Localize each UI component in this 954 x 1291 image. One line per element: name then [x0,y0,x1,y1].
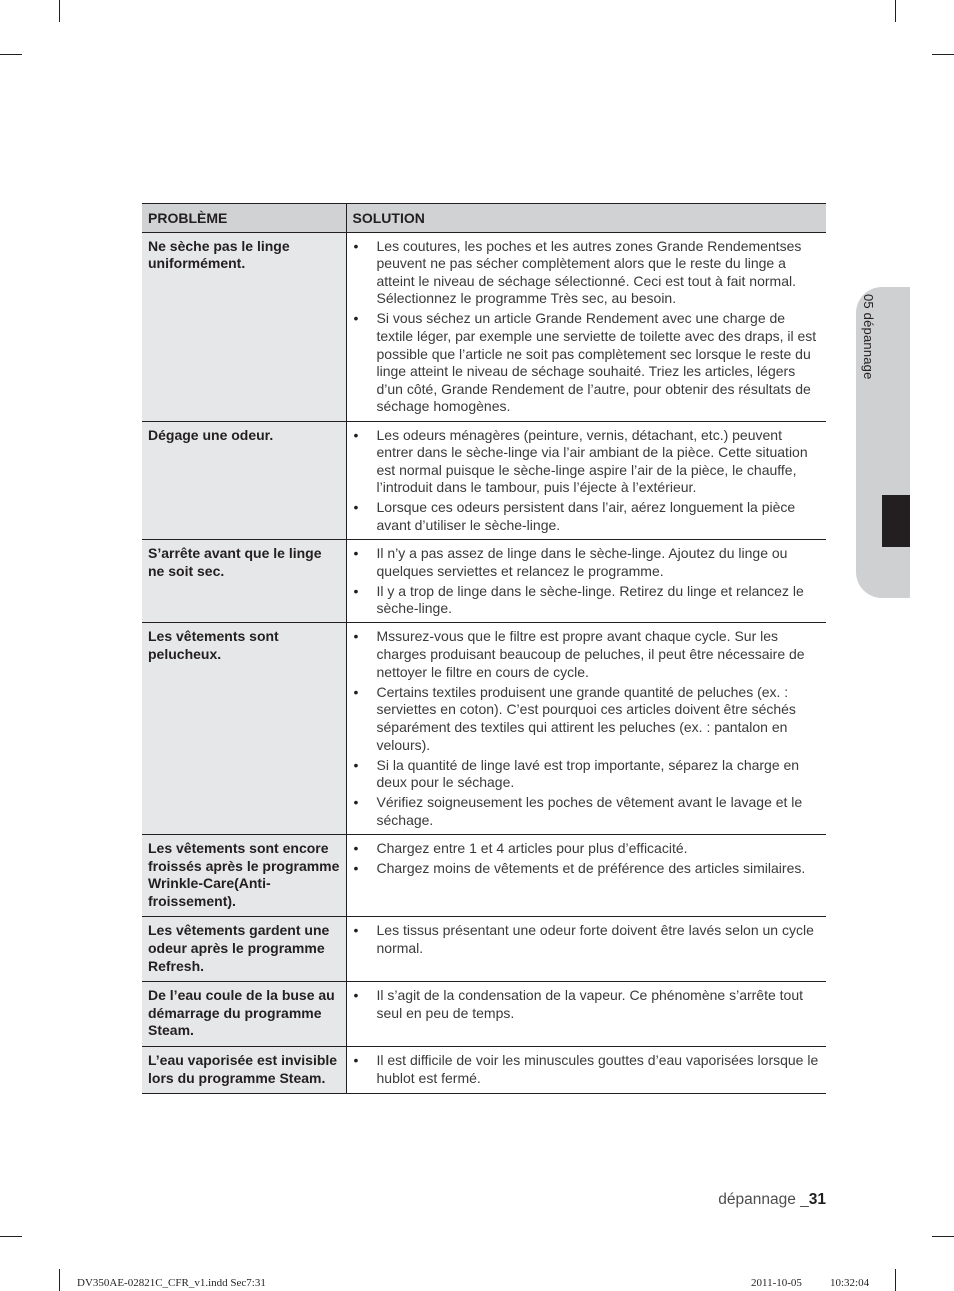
solution-item: • Il est difficile de voir les minuscules gouttes d’eau vaporisées lorsque le hublot est fermé. [353,1052,821,1087]
file-slug: DV350AE-02821C_CFR_v1.indd Sec7:31 [77,1277,266,1289]
page-footer-label [718,1191,826,1209]
table-row [142,982,826,1047]
solution-list [353,427,821,535]
solution-item: • Les tissus présentant une odeur forte doivent être lavés selon un cycle normal. [353,922,821,957]
solution-item: • Il n’y a pas assez de linge dans le sèche-linge. Ajoutez du linge ou quelques serviettes et relancez le programme. [353,545,821,580]
problem-cell: De l’eau coule de la buse au démarrage du programme Steam. [142,982,346,1047]
page-number: 31 [808,1191,826,1208]
solution-item: • Chargez moins de vêtements et de préférence des articles similaires. [353,860,821,878]
crop-mark [59,0,60,22]
solution-list [353,238,821,416]
header-probleme: PROBLÈME [142,204,346,233]
table-row [142,421,826,540]
crop-mark [932,1236,954,1237]
crop-mark [895,0,896,22]
table-row [142,540,826,623]
solution-item: • Les odeurs ménagères (peinture, vernis, détachant, etc.) peuvent entrer dans le sèche-linge via l’air ambiant de la pièce. Cette situation est normal puisque le sèche-linge aspire l’air de la pièce, le chauffe, l’introduit dans le tambour, puis l’éjecte à l’extérieur. [353,427,821,497]
table-header-row [142,204,826,233]
problem-cell: Les vêtements sont encore froissés après le programme Wrinkle-Care(Anti-froissement). [142,835,346,917]
solution-list [353,987,821,1022]
solution-item: • Il y a trop de linge dans le sèche-linge. Retirez du linge et relancez le sèche-linge. [353,583,821,618]
solution-cell [346,1046,826,1093]
table-row [142,917,826,982]
table-row [142,623,826,835]
troubleshooting-table [142,203,826,1094]
table-row [142,835,826,917]
chapter-tab-marker [882,495,910,547]
solution-item: • Si vous séchez un article Grande Rendement avec une charge de textile léger, par exemple une serviette de toilette avec des draps, il est possible que l’article ne soit pas complètement sec lorsque le reste du linge atteint le niveau de séchage souhaité. Triez les articles, légers d’un côté, Grande Rendement de l’autre, pour obtenir des résultats de séchage homogènes. [353,310,821,416]
solution-cell [346,540,826,623]
table-row [142,232,826,421]
solution-list [353,545,821,618]
problem-cell: Les vêtements sont pelucheux. [142,623,346,835]
solution-item: • Vérifiez soigneusement les poches de vêtement avant le lavage et le séchage. [353,794,821,829]
solution-cell [346,421,826,540]
section-name: dépannage _ [718,1191,809,1208]
problem-cell: L’eau vaporisée est invisible lors du programme Steam. [142,1046,346,1093]
solution-item: • Lorsque ces odeurs persistent dans l’air, aérez longuement la pièce avant d’utiliser le sèche-linge. [353,499,821,534]
table-body [142,232,826,1094]
problem-cell: Dégage une odeur. [142,421,346,540]
solution-cell [346,623,826,835]
solution-list [353,628,821,829]
problem-cell: S’arrête avant que le linge ne soit sec. [142,540,346,623]
problem-cell: Les vêtements gardent une odeur après le programme Refresh. [142,917,346,982]
crop-mark [932,54,954,55]
crop-mark [895,1269,896,1291]
crop-mark [0,1236,22,1237]
table-row [142,1046,826,1093]
chapter-tab-label: 05 dépannage [861,294,876,380]
header-solution: SOLUTION [346,204,826,233]
crop-mark [0,54,22,55]
solution-cell [346,917,826,982]
solution-list [353,1052,821,1087]
solution-list [353,922,821,957]
solution-item: • Si la quantité de linge lavé est trop importante, séparez la charge en deux pour le séchage. [353,757,821,792]
solution-cell [346,982,826,1047]
solution-item: • Chargez entre 1 et 4 articles pour plus d’efficacité. [353,840,821,858]
print-date: 2011-10-05 [751,1277,802,1289]
crop-mark [59,1269,60,1291]
solution-item: • Certains textiles produisent une grande quantité de peluches (ex. : serviettes en coton). C’est pourquoi ces articles doivent être séchés séparément des textiles qui attirent les peluches (ex. : pantalon en velours). [353,684,821,754]
solution-item: • Il s’agit de la condensation de la vapeur. Ce phénomène s’arrête tout seul en peu de temps. [353,987,821,1022]
solution-item: • Les coutures, les poches et les autres zones Grande Rendementses peuvent ne pas sécher complètement alors que le reste du linge a atteint le niveau de séchage sélectionné. Ceci est tout à fait normal. Sélectionnez le programme Très sec, au besoin. [353,238,821,308]
solution-cell [346,835,826,917]
solution-item: • Mssurez-vous que le filtre est propre avant chaque cycle. Sur les charges produisant beaucoup de peluches, il peut être nécessaire de nettoyer le filtre en cours de cycle. [353,628,821,681]
solution-cell [346,232,826,421]
solution-list [353,840,821,878]
print-time: 10:32:04 [830,1277,870,1289]
problem-cell: Ne sèche pas le linge uniformément. [142,232,346,421]
